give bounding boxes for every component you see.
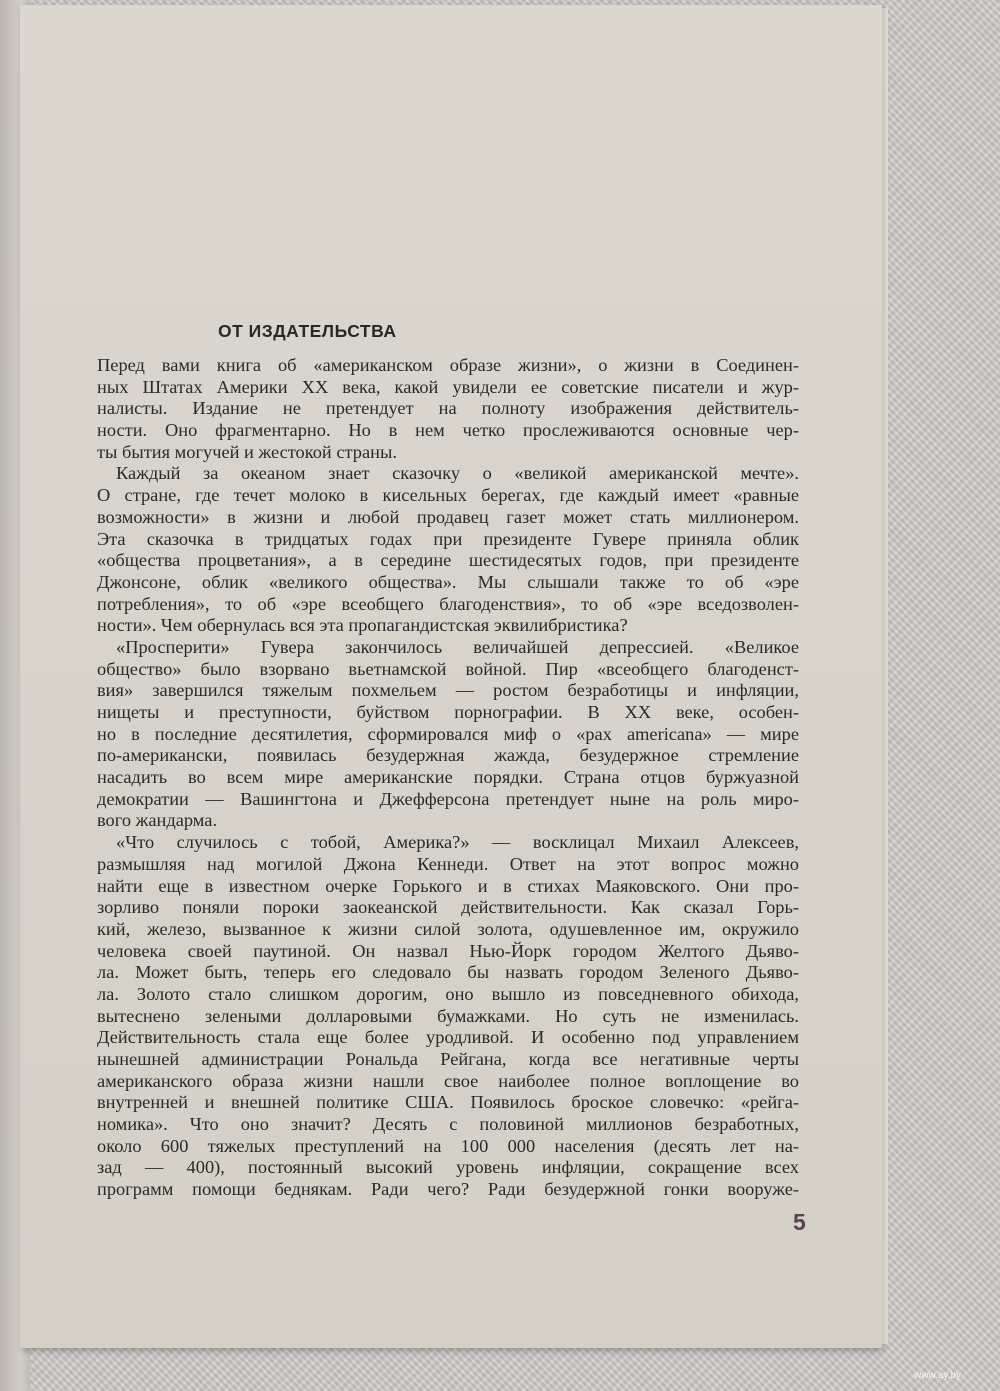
text-line: ла. Может быть, теперь его следовало бы назвать городом Зеленого Дьяво- <box>97 962 799 983</box>
text-line: вия» завершился тяжелым похмельем — ростом безработицы и инфляции, <box>97 680 799 701</box>
text-line: ных Штатах Америки XX века, какой увидели ее советские писатели и жур- <box>97 376 799 397</box>
page-number: 5 <box>793 1209 806 1235</box>
text-line: Перед вами книга об «американском образе жизни», о жизни в Соединен- <box>97 355 799 375</box>
section-heading: ОТ ИЗДАТЕЛЬСТВА <box>218 321 397 341</box>
text-line: Действительность стала еще более уродливой. И особенно под управлением <box>97 1027 799 1048</box>
text-line: насадить во всем мире американские порядки. Страна отцов буржуазной <box>97 767 799 788</box>
text-line: Эта сказочка в тридцатых годах при президенте Гувере приняла облик <box>97 528 799 549</box>
text-line: зад — 400), постоянный высокий уровень инфляции, сокращение всех <box>97 1157 799 1178</box>
text-line: но в последние десятилетия, сформировался миф о «pax americana» — мире <box>97 723 799 744</box>
text-line: Джонсоне, облик «великого общества». Мы слышали также то об «эре <box>97 571 799 592</box>
watermark: www.ay.by <box>914 1370 962 1381</box>
text-line: возможности» в жизни и любой продавец газет может стать миллионером. <box>97 506 799 527</box>
page-stack-edge <box>882 8 888 1344</box>
text-line: найти еще в известном очерке Горького и в стихах Маяковского. Они про- <box>97 875 799 896</box>
text-line: демократии — Вашингтона и Джефферсона претендует ныне на роль миро- <box>97 788 799 809</box>
text-line: ности». Чем обернулась вся эта пропагандистская эквилибристика? <box>97 615 628 636</box>
text-line: человека своей паутиной. Он назвал Нью-Йорк городом Желтого Дьяво- <box>97 940 799 961</box>
text-line: «Просперити» Гувера закончилось величайшей депрессией. «Великое <box>116 636 799 657</box>
text-line: по-американски, появилась безудержная жажда, безудержное стремление <box>97 745 799 766</box>
text-line: американского образа жизни нашли свое наиболее полное воплощение во <box>97 1070 799 1091</box>
text-line: размышляя над могилой Джона Кеннеди. Ответ на этот вопрос можно <box>97 853 799 874</box>
text-line: потребления», то об «эре всеобщего благоденствия», то об «эре вседозволен- <box>97 593 799 614</box>
text-line: «общества процветания», а в середине шестидесятых годов, при президенте <box>97 550 799 571</box>
text-line: нищеты и преступности, буйством порнографии. В XX веке, особен- <box>97 702 799 722</box>
text-line: программ помощи беднякам. Ради чего? Ради безудержной гонки вооруже- <box>97 1179 799 1200</box>
text-line: нынешней администрации Рональда Рейгана, когда все негативные черты <box>97 1049 799 1069</box>
text-line: О стране, где течет молоко в кисельных берегах, где каждый имеет «равные <box>97 485 799 506</box>
text-line: номика». Что оно значит? Десять с половиной миллионов безработных, <box>97 1114 799 1135</box>
text-line: Каждый за океаном знает сказочку о «великой американской мечте». <box>116 463 799 484</box>
text-line: налисты. Издание не претендует на полноту изображения действитель- <box>97 398 799 419</box>
text-line: ты бытия могучей и жестокой страны. <box>97 441 397 462</box>
text-line: зорливо поняли пороки заокеанской действительности. Как сказал Горь- <box>97 897 799 918</box>
text-line: внутренней и внешней политике США. Появилось броское словечко: «рейга- <box>97 1092 799 1113</box>
text-line: общество» было взорвано вьетнамской войной. Пир «всеобщего благоденст- <box>97 658 799 679</box>
text-line: вого жандарма. <box>97 810 218 831</box>
text-line: кий, железо, вызванное к жизни силой золота, одушевленное им, окружило <box>97 918 799 939</box>
text-line: ла. Золото стало слишком дорогим, оно вышло из повседневного обихода, <box>97 983 799 1004</box>
text-line: около 600 тяжелых преступлений на 100 000 населения (десять лет на- <box>97 1135 799 1156</box>
text-line: «Что случилось с тобой, Америка?» — восклицал Михаил Алексеев, <box>116 832 799 853</box>
body-text <box>97 355 799 1201</box>
text-line: вытеснено зелеными долларовыми бумажками. Но суть не изменилась. <box>97 1005 799 1026</box>
text-line: ности. Оно фрагментарно. Но в нем четко прослеживаются основные чер- <box>97 420 799 441</box>
